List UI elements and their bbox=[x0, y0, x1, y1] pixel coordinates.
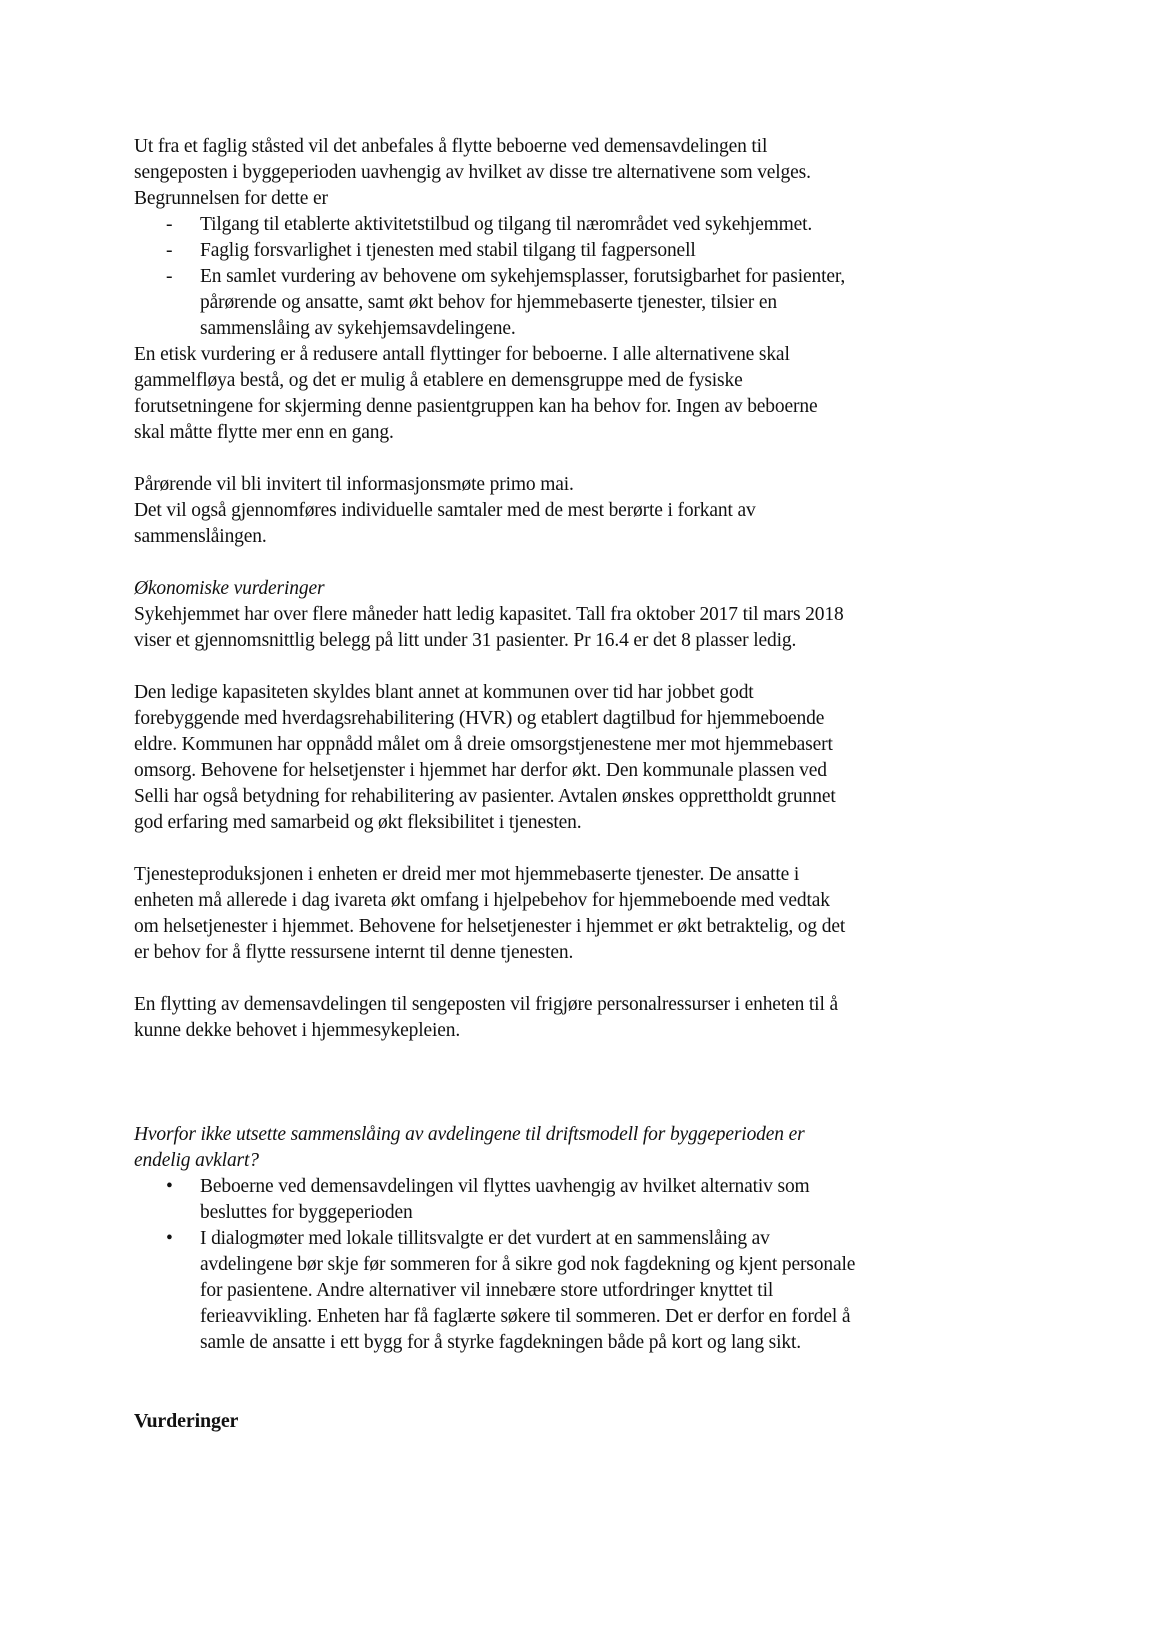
economy-paragraph-4 bbox=[134, 992, 1014, 1044]
text-line: kunne dekke behovet i hjemmesykepleien. bbox=[134, 1020, 461, 1041]
text-line: Pårørende vil bli invitert til informasjonsmøte primo mai. bbox=[134, 474, 574, 495]
text-line: Beboerne ved demensavdelingen vil flyttes uavhengig av hvilket alternativ som bbox=[200, 1176, 810, 1197]
text-line: sammenslåing av sykehjemsavdelingene. bbox=[200, 318, 516, 339]
dash-bullet-icon: - bbox=[166, 266, 173, 287]
text-line: Sykehjemmet har over flere måneder hatt ledig kapasitet. Tall fra oktober 2017 til mars 2018 bbox=[134, 604, 844, 625]
text-line: viser et gjennomsnittlig belegg på litt under 31 pasienter. Pr 16.4 er det 8 plasser ledig. bbox=[134, 630, 797, 651]
reasons-list bbox=[134, 212, 1014, 342]
text-line: samle de ansatte i ett bygg for å styrke fagdekningen både på kort og lang sikt. bbox=[200, 1332, 801, 1353]
text-line: god erfaring med samarbeid og økt fleksibilitet i tjenesten. bbox=[134, 812, 582, 833]
text-line: Tilgang til etablerte aktivitetstilbud og tilgang til nærområdet ved sykehjemmet. bbox=[200, 214, 813, 235]
text-line: er behov for å flytte ressursene internt til denne tjenesten. bbox=[134, 942, 574, 963]
text-line: Begrunnelsen for dette er bbox=[134, 188, 328, 209]
text-line: Hvorfor ikke utsette sammenslåing av avdelingene til driftsmodell for byggeperioden er bbox=[134, 1124, 805, 1145]
text-line: sammenslåingen. bbox=[134, 526, 267, 547]
ethics-paragraph bbox=[134, 342, 1014, 446]
spacer bbox=[134, 1356, 1014, 1408]
list-item bbox=[134, 212, 1014, 238]
economy-paragraph-3 bbox=[134, 862, 1014, 966]
text-line: I dialogmøter med lokale tillitsvalgte er det vurdert at en sammenslåing av bbox=[200, 1228, 770, 1249]
text-line: Ut fra et faglig ståsted vil det anbefales å flytte beboerne ved demensavdelingen til bbox=[134, 136, 768, 157]
text-line: Tjenesteproduksjonen i enheten er dreid mer mot hjemmebaserte tjenester. De ansatte i bbox=[134, 864, 800, 885]
economy-paragraph-2 bbox=[134, 680, 1014, 836]
spacer bbox=[134, 1096, 1014, 1122]
dash-bullet-icon: - bbox=[166, 214, 173, 235]
text-line: ferieavvikling. Enheten har få faglærte søkere til sommeren. Det er derfor en fordel å bbox=[200, 1306, 851, 1327]
text-line: eldre. Kommunen har oppnådd målet om å dreie omsorgstjenestene mer mot hjemmebasert bbox=[134, 734, 833, 755]
list-item bbox=[134, 264, 1014, 342]
text-line: forebyggende med hverdagsrehabilitering (HVR) og etablert dagtilbud for hjemmeboende bbox=[134, 708, 825, 729]
section-heading: Vurderinger bbox=[134, 1410, 239, 1432]
intro-paragraph bbox=[134, 134, 1014, 212]
relatives-paragraph bbox=[134, 472, 1014, 550]
text-line: avdelingene bør skje før sommeren for å sikre god nok fagdekning og kjent personale bbox=[200, 1254, 856, 1275]
text-line: Faglig forsvarlighet i tjenesten med stabil tilgang til fagpersonell bbox=[200, 240, 696, 261]
text-line: besluttes for byggeperioden bbox=[200, 1202, 413, 1223]
text-line: for pasientene. Andre alternativer vil innebære store utfordringer knyttet til bbox=[200, 1280, 774, 1301]
why-not-heading bbox=[134, 1122, 1014, 1174]
list-item bbox=[134, 238, 1014, 264]
text-line: enheten må allerede i dag ivareta økt omfang i hjelpebehov for hjemmeboende med vedtak bbox=[134, 890, 830, 911]
text-line: Det vil også gjennomføres individuelle samtaler med de mest berørte i forkant av bbox=[134, 500, 756, 521]
text-line: En etisk vurdering er å redusere antall flyttinger for beboerne. I alle alternativene skal bbox=[134, 344, 790, 365]
text-line: Selli har også betydning for rehabilitering av pasienter. Avtalen ønskes opprettholdt grunnet bbox=[134, 786, 836, 807]
list-item bbox=[134, 1226, 1014, 1356]
economy-heading: Økonomiske vurderinger bbox=[134, 578, 325, 599]
round-bullet-icon: • bbox=[166, 1228, 173, 1249]
document-page bbox=[134, 134, 1014, 1434]
text-line: En samlet vurdering av behovene om sykehjemsplasser, forutsigbarhet for pasienter, bbox=[200, 266, 846, 287]
text-line: skal måtte flytte mer enn en gang. bbox=[134, 422, 394, 443]
list-item bbox=[134, 1174, 1014, 1226]
round-bullet-icon: • bbox=[166, 1176, 173, 1197]
text-line: pårørende og ansatte, samt økt behov for hjemmebaserte tjenester, tilsier en bbox=[200, 292, 777, 313]
economy-section bbox=[134, 576, 1014, 654]
text-line: om helsetjenester i hjemmet. Behovene for helsetjenester i hjemmet er økt betraktelig, og det bbox=[134, 916, 846, 937]
text-line: forutsetningene for skjerming denne pasientgruppen kan ha behov for. Ingen av beboerne bbox=[134, 396, 818, 417]
spacer bbox=[134, 1044, 1014, 1096]
dash-bullet-icon: - bbox=[166, 240, 173, 261]
text-line: Den ledige kapasiteten skyldes blant annet at kommunen over tid har jobbet godt bbox=[134, 682, 754, 703]
why-not-list bbox=[134, 1174, 1014, 1356]
text-line: En flytting av demensavdelingen til sengeposten vil frigjøre personalressurser i enheten til å bbox=[134, 994, 838, 1015]
text-line: endelig avklart? bbox=[134, 1150, 259, 1171]
text-line: omsorg. Behovene for helsetjenster i hjemmet har derfor økt. Den kommunale plassen ved bbox=[134, 760, 827, 781]
text-line: gammelfløya bestå, og det er mulig å etablere en demensgruppe med de fysiske bbox=[134, 370, 743, 391]
text-line: sengeposten i byggeperioden uavhengig av hvilket av disse tre alternativene som velges. bbox=[134, 162, 811, 183]
